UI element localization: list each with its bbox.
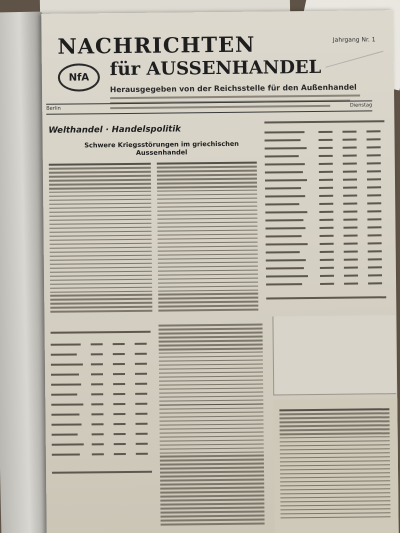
issue-day: Dienstag xyxy=(349,102,373,109)
newspaper-subtitle: Herausgegeben von der Reichsstelle für den Außenhandel xyxy=(109,82,357,95)
statistics-table xyxy=(264,120,388,311)
issue-place: Berlin xyxy=(46,105,61,112)
text-column-3 xyxy=(158,324,264,528)
text-column-1 xyxy=(49,163,153,315)
pasted-clipping-blank xyxy=(272,315,396,395)
text-column-2 xyxy=(157,162,259,314)
lower-table xyxy=(51,331,155,492)
edition-label: Jahrgang Nr. 1 xyxy=(332,36,376,44)
section-heading: Welthandel · Handelspolitik xyxy=(48,124,181,136)
pasted-clipping-text xyxy=(273,398,398,533)
nfa-logo: NfA xyxy=(58,63,100,91)
newspaper-title-line2: für AUSSENHANDEL xyxy=(109,56,322,81)
newspaper-title-line1: NACHRICHTEN xyxy=(57,31,256,59)
newspaper-page xyxy=(41,10,399,533)
masthead xyxy=(57,30,377,95)
article-headline: Schwere Kriegsstörungen im griechischen Aussenhandel xyxy=(84,139,239,157)
